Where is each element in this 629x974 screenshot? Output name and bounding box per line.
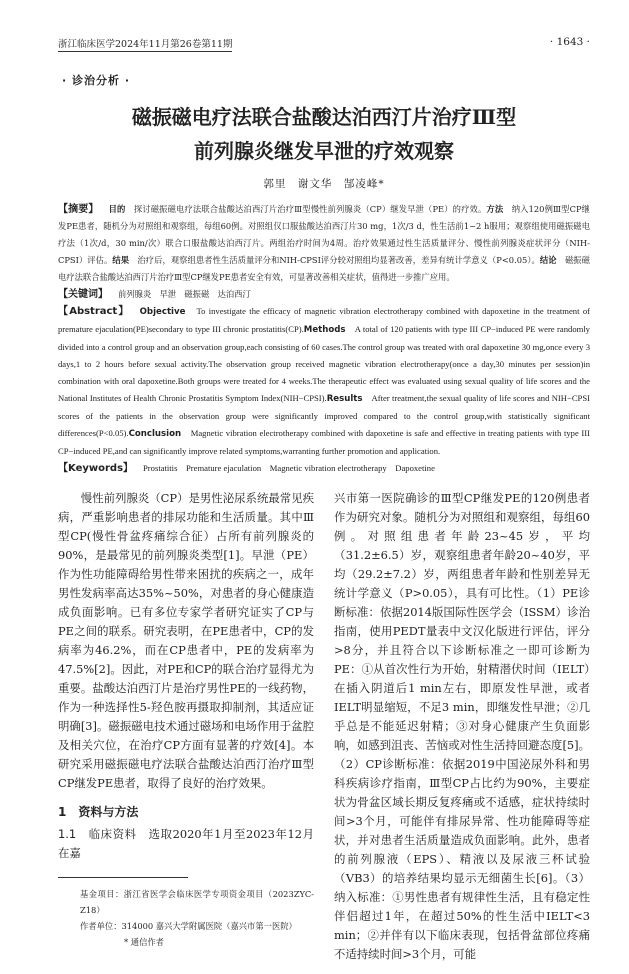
objective-en-label: Objective	[139, 307, 186, 317]
conclusion-text: 磁振磁电疗法联合盐酸达泊西汀片治疗Ⅲ型CP继发PE患者安全有效，可显著改善相关症状，值得进一步推广应用。	[58, 255, 590, 282]
objective-en-text: To investigate the efficacy of magnetic vibration electrotherapy combined with dapoxetine in the treatment of premature ejaculation(PE)secondary to type III chronic prostatitis(CP).	[58, 306, 590, 334]
title-line: 前列腺炎继发早泄的疗效观察	[194, 139, 454, 163]
footnote-divider	[58, 877, 188, 878]
results-en-text: After treatment,the sexual quality of life scores and NIH−CPSI scores of the patients in the observation group were significantly improved compared to the control group,with statistically significant differences(P<0.05).	[58, 393, 590, 438]
page-header	[58, 36, 590, 52]
body-columns	[58, 489, 590, 964]
title-line: 磁振磁电疗法联合盐酸达泊西汀片治疗Ⅲ型	[131, 105, 517, 129]
keywords-en-label: 【Keywords】	[58, 463, 134, 474]
results-en-label: Results	[326, 394, 363, 404]
methods-label: 方法	[486, 204, 504, 214]
keywords-en-text: Prostatitis Premature ejaculation Magnetic vibration electrotherapy Dapoxetine	[143, 463, 435, 473]
objective-text: 探讨磁振磁电疗法联合盐酸达泊西汀片治疗Ⅲ型慢性前列腺炎（CP）继发早泄（PE）的疗效。	[133, 204, 487, 214]
conclusion-label: 结论	[539, 255, 557, 265]
abstract-en-label: 【Abstract】	[58, 306, 130, 317]
intro-paragraph: 慢性前列腺炎（CP）是男性泌尿系统最常见疾病，严重影响患者的排尿功能和生活质量。其中Ⅲ型CP(慢性骨盆疼痛综合征）占所有前列腺炎的90%，是最常见的前列腺炎类型[1]。早泄（PE）作为性功能障碍给男性带来困扰的疾病之一，成年男性发病率高达35%~50%，对患者的身心健康造成负面影响。已有多位专家学者研究证实了CP与PE之间的联系。研究表明，在PE患者中，CP的发病率为46.2%，而在CP患者中，PE的发病率为47.5%[2]。因此，对PE和CP的联合治疗显得尤为重要。盐酸达泊西汀片是治疗男性PE的一线药物，作为一种选择性5-羟色胺再摄取抑制剂，其适应证明确[3]。磁振磁电技术通过磁场和电场作用于盆腔及相关穴位，在治疗CP方面有显著的疗效[4]。本研究采用磁振磁电疗法联合盐酸达泊西汀治疗Ⅲ型CP继发PE患者，取得了良好的治疗效果。	[58, 491, 314, 790]
page-number: · 1643 ·	[549, 36, 590, 48]
methods-en-label: Methods	[303, 325, 346, 335]
subsection-heading: 1.1 临床资料	[58, 827, 137, 841]
results-text: 治疗后，观察组患者性生活质量评分和NIH-CPSI评分较对照组均显著改善，差异有统计学意义（P<0.05）。	[137, 255, 540, 265]
abstract-label: 【摘要】	[58, 204, 99, 215]
authors: 郭里 谢文华 郜凌峰*	[263, 178, 385, 190]
objective-label: 目的	[108, 204, 126, 214]
keywords-text: 前列腺炎 早泄 磁振磁 达泊西汀	[118, 289, 251, 299]
article-title	[58, 100, 590, 168]
subsection-paragraph	[58, 825, 314, 863]
conclusion-en-text: Magnetic vibration electrotherapy combined with dapoxetine is safe and effective in treating patients with type III CP−induced PE,and can significantly improve related symptoms,warranting further promotion and application.	[58, 428, 590, 456]
abstract-en	[58, 303, 590, 460]
footnote-funding: 基金项目：浙江省医学会临床医学专项资金项目（2023ZYC-Z18）	[80, 889, 314, 915]
abstract-block	[58, 201, 590, 477]
footnote-affiliation: 作者单位：314000 嘉兴大学附属医院（嘉兴市第一医院）	[80, 921, 297, 931]
keywords-label: 【关键词】	[58, 289, 108, 300]
subsection-text: 选取2020年1月至2023年12月在嘉	[58, 827, 314, 860]
keywords-en	[58, 460, 590, 477]
methods-text: 纳入120例Ⅲ型CP继发PE患者，随机分为对照组和观察组，每组60例。对照组仅口服盐酸达泊西汀片30 mg，1次/3 d，性生活前1~2 h服用；观察组使用磁振磁电疗法（1次/d，30 min/次）联合口服盐酸达泊西汀片。两组治疗时间为4周。治疗效果通过性生活质量评分、慢性前列腺炎症状评分（NIH-CPSI）评估。	[58, 204, 590, 265]
conclusion-en-label: Conclusion	[128, 429, 182, 439]
body-right-column: 兴市第一医院确诊的Ⅲ型CP继发PE的120例患者作为研究对象。随机分为对照组和观察组，每组60例。对照组患者年龄23~45岁，平均（31.2±6.5）岁，观察组患者年龄20~40岁，平均（29.2±7.2）岁，两组患者年龄和性别差异无统计学意义（P>0.05），具有可比性。（1）PE诊断标准：依据2014版国际性医学会（ISSM）诊治指南，使用PEDT量表中文汉化版进行评估，评分>8分，并且符合以下诊断标准之一即可诊断为PE：①从首次性行为开始，射精潜伏时间（IELT）在插入阴道后1 min左右，即原发性早泄，或者IELT明显缩短，不足3 min，即继发性早泄；②几乎总是不能延迟射精；③对身心健康产生负面影响，如感到沮丧、苦恼或对性生活持回避态度[5]。（2）CP诊断标准：依据2019中国泌尿外科和男科疾病诊疗指南，Ⅲ型CP占比约为90%，主要症状为骨盆区域长期反复疼痛或不适感，症状持续时间>3个月，可能伴有排尿异常、性功能障碍等症状，并对患者生活质量造成负面影响。此外，患者的前列腺液（EPS）、精液以及尿液三杯试验（VB3）的培养结果均显示无细菌生长[6]。（3）纳入标准：①男性患者有规律性生活，且有稳定性伴侣超过1年，在超过50%的性生活中IELT<3 min；②并伴有以下临床表现，包括骨盆部位疼痛不适持续时间>3个月，可能	[334, 491, 590, 961]
methods-en-text: A total of 120 patients with type III CP−induced PE were randomly divided into a control group and an observation group,each consisting of 60 cases.The control group was treated with oral dapoxetine 30 mg,once every 3 days,1 to 2 hours before sexual activity.The observation group received magnetic vibration electrotherapy(once a day,30 minutes per session)in combination with oral dapoxetine.Both groups were treated for 4 weeks.The therapeutic effect was evaluated using sexual quality of life scores and the National Institutes of Health Chronic Prostatitis Symptom Index(NIH−CPSI).	[58, 324, 590, 403]
footnotes	[80, 886, 314, 950]
section-tag: · 诊治分析 ·	[62, 74, 131, 87]
body-left-column	[58, 489, 314, 964]
footnote-corresponding: * 通信作者	[124, 937, 164, 947]
section-heading: 1 资料与方法	[58, 805, 139, 819]
keywords-cn	[58, 286, 590, 303]
results-label: 结果	[112, 255, 130, 265]
abstract-cn	[58, 201, 590, 286]
journal-header: 浙江临床医学2024年11月第26卷第11期	[58, 36, 232, 52]
